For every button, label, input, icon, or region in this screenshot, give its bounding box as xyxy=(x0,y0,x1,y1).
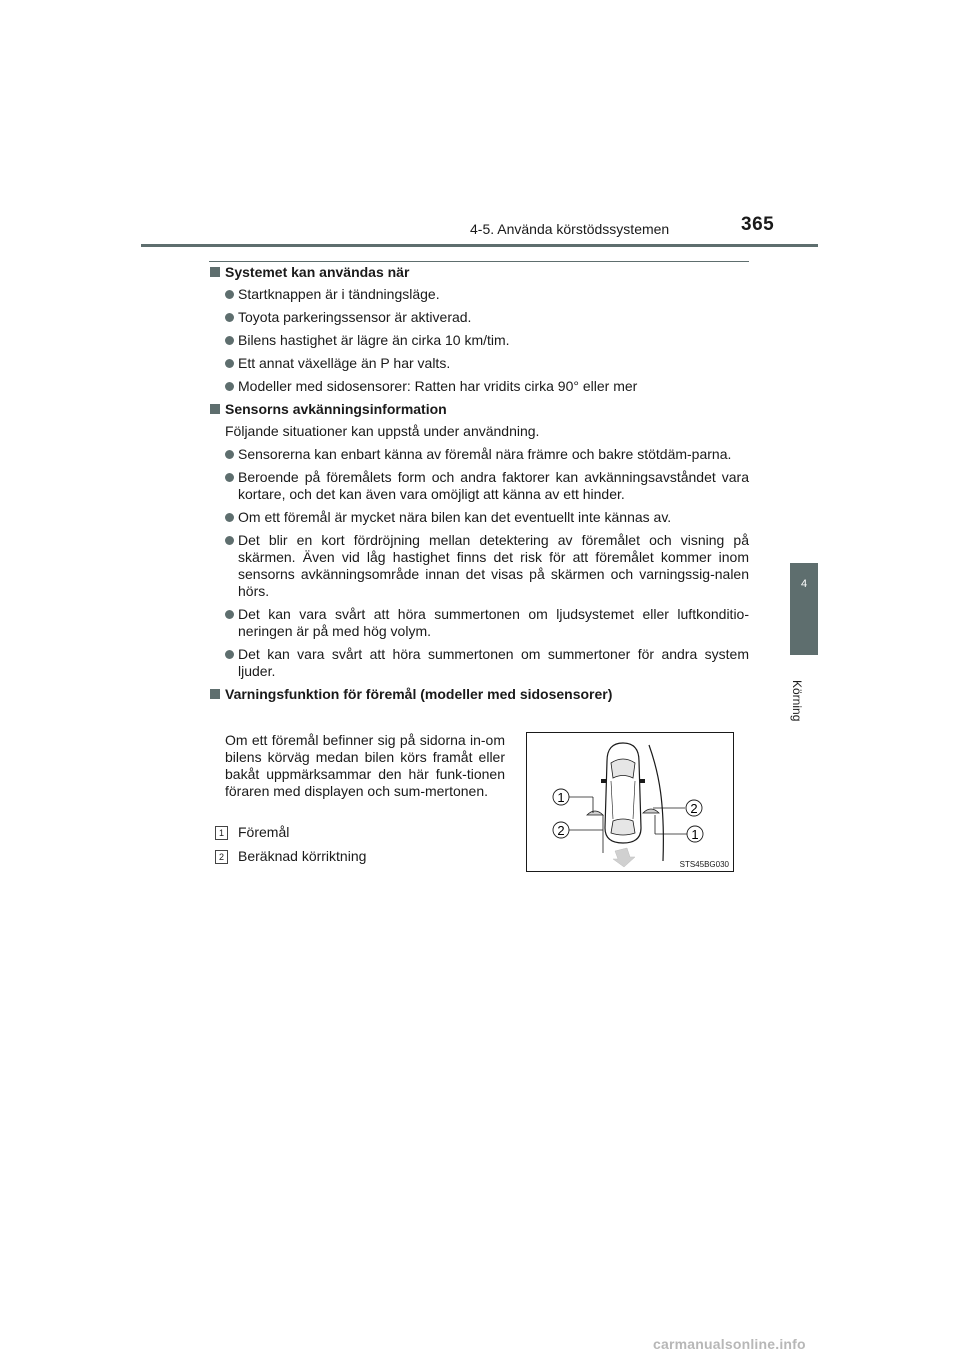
list-item: Ett annat växelläge än P har valts. xyxy=(225,355,749,372)
chapter-tab xyxy=(790,563,818,655)
callout-label: 2 xyxy=(690,801,698,816)
list-item: Modeller med sidosensorer: Ratten har vridits cirka 90° eller mer xyxy=(225,378,749,395)
list-item: Bilens hastighet är lägre än cirka 10 km/tim. xyxy=(225,332,749,349)
chapter-label: Körning xyxy=(790,680,804,722)
callout-label: 1 xyxy=(557,790,565,805)
main-content xyxy=(209,264,749,708)
list-item: Startknappen är i tändningsläge. xyxy=(225,286,749,303)
page-number: 365 xyxy=(741,214,775,235)
vehicle-diagram-svg xyxy=(527,733,733,871)
callout-label: 1 xyxy=(691,827,699,842)
legend-item-1 xyxy=(215,824,289,841)
list-item: Sensorerna kan enbart känna av föremål nära främre och bakre stötdäm-parna. xyxy=(225,446,749,463)
callout-number: 1 xyxy=(215,826,228,840)
header-rule xyxy=(141,244,818,247)
legend-text: Beräknad körriktning xyxy=(238,848,367,864)
content-rule xyxy=(209,261,749,262)
heading-sensor-info: Sensorns avkänningsinformation xyxy=(209,401,749,418)
legend-item-2 xyxy=(215,848,366,865)
section-title: 4-5. Använda körstödssystemen xyxy=(470,221,670,237)
sensor-info-intro: Följande situationer kan uppstå under användning. xyxy=(225,423,540,439)
heading-system-usable: Systemet kan användas när xyxy=(209,264,749,281)
figure-code: STS45BG030 xyxy=(679,860,729,869)
chapter-number: 4 xyxy=(800,578,808,590)
callout-number: 2 xyxy=(215,850,228,864)
vehicle-diagram xyxy=(526,732,734,872)
callout-label: 2 xyxy=(557,823,565,838)
warning-function-text: Om ett föremål befinner sig på sidorna in-om bilens körväg medan bilen körs framåt eller bakåt uppmärksammar den här funk-tionen föraren med displayen och sum-mertonen. xyxy=(225,732,505,799)
legend-text: Föremål xyxy=(238,824,290,840)
list-item: Toyota parkeringssensor är aktiverad. xyxy=(225,309,749,326)
list-item: Det kan vara svårt att höra summertonen om summertoner för andra system ljuder. xyxy=(225,646,749,680)
heading-warning-function: Varningsfunktion för föremål (modeller med sidosensorer) xyxy=(209,686,749,703)
list-item: Det blir en kort fördröjning mellan detektering av föremålet och visning på skärmen. Även vid låg hastighet finns det risk för att föremålet kommer inom sensorns avkänningsområde innan det visas på skärmen och varningssig-nalen hörs. xyxy=(225,532,749,600)
list-item: Om ett föremål är mycket nära bilen kan det eventuellt inte kännas av. xyxy=(225,509,749,526)
list-item: Beroende på föremålets form och andra faktorer kan avkänningsavståndet vara kortare, och det kan även vara omöjligt att känna av ett hinder. xyxy=(225,469,749,503)
list-item: Det kan vara svårt att höra summertonen om ljudsystemet eller luftkonditio-neringen är på med hög volym. xyxy=(225,606,749,640)
watermark: carmanualsonline.info xyxy=(653,1336,806,1352)
